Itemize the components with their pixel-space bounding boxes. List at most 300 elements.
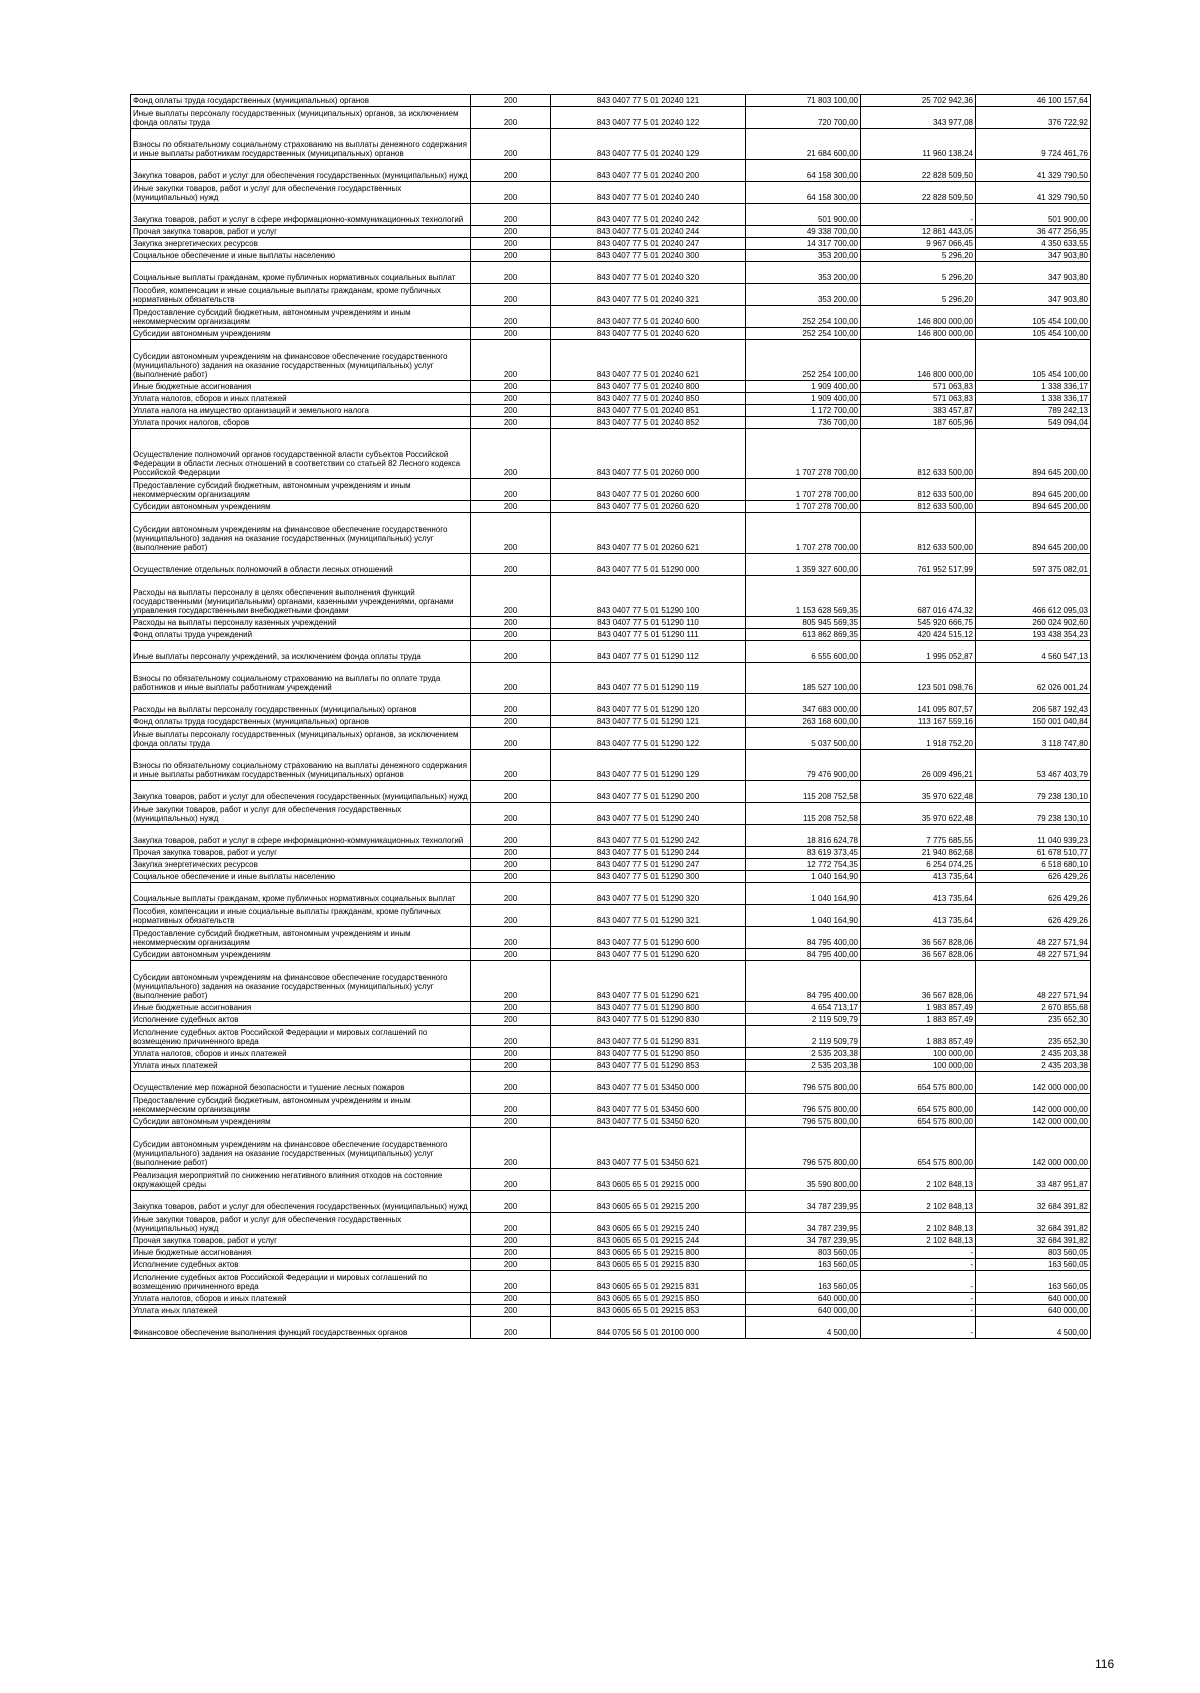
row-approved-amount: 49 338 700,00 xyxy=(746,226,861,238)
row-line-code: 200 xyxy=(471,750,551,781)
row-name: Уплата иных платежей xyxy=(131,1060,471,1072)
row-name: Реализация мероприятий по снижению негативного влияния отходов на состояние окружающей среды xyxy=(131,1169,471,1191)
row-remaining-amount: 32 684 391,82 xyxy=(976,1235,1091,1247)
row-remaining-amount: 347 903,80 xyxy=(976,284,1091,306)
row-remaining-amount: 376 722,92 xyxy=(976,107,1091,129)
row-executed-amount: 413 735,64 xyxy=(861,883,976,905)
row-executed-amount: 5 296,20 xyxy=(861,250,976,262)
row-executed-amount: 1 883 857,49 xyxy=(861,1026,976,1048)
row-budget-code: 843 0407 77 5 01 51290 321 xyxy=(551,905,746,927)
row-budget-code: 843 0605 65 5 01 29215 831 xyxy=(551,1271,746,1293)
table-row xyxy=(131,328,1091,340)
row-budget-code: 843 0407 77 5 01 51290 300 xyxy=(551,871,746,883)
row-approved-amount: 2 119 509,79 xyxy=(746,1014,861,1026)
row-executed-amount: - xyxy=(861,1259,976,1271)
row-line-code: 200 xyxy=(471,781,551,803)
table-row xyxy=(131,1169,1091,1191)
row-budget-code: 843 0605 65 5 01 29215 240 xyxy=(551,1213,746,1235)
row-name: Иные закупки товаров, работ и услуг для обеспечения государственных (муниципальных) нужд xyxy=(131,803,471,825)
row-budget-code: 843 0407 77 5 01 20240 852 xyxy=(551,417,746,429)
row-name: Закупка товаров, работ и услуг в сфере информационно-коммуникационных технологий xyxy=(131,825,471,847)
row-approved-amount: 796 575 800,00 xyxy=(746,1072,861,1094)
row-approved-amount: 1 707 278 700,00 xyxy=(746,501,861,513)
row-executed-amount: 413 735,64 xyxy=(861,871,976,883)
row-name: Социальное обеспечение и иные выплаты населению xyxy=(131,871,471,883)
table-row xyxy=(131,617,1091,629)
row-budget-code: 843 0407 77 5 01 53450 621 xyxy=(551,1128,746,1169)
row-name: Исполнение судебных актов xyxy=(131,1259,471,1271)
table-row xyxy=(131,160,1091,182)
row-name: Взносы по обязательному социальному страхованию на выплаты денежного содержания и иные выплаты работникам государственных (муниципальных) органов xyxy=(131,129,471,160)
row-executed-amount: 1 983 857,49 xyxy=(861,1002,976,1014)
row-name: Иные закупки товаров, работ и услуг для обеспечения государственных (муниципальных) нужд xyxy=(131,1213,471,1235)
table-row xyxy=(131,393,1091,405)
row-approved-amount: 1 707 278 700,00 xyxy=(746,429,861,479)
table-row xyxy=(131,340,1091,381)
table-row xyxy=(131,859,1091,871)
table-row xyxy=(131,803,1091,825)
row-name: Уплата иных платежей xyxy=(131,1305,471,1317)
row-remaining-amount: 3 118 747,80 xyxy=(976,728,1091,750)
row-remaining-amount: 206 587 192,43 xyxy=(976,694,1091,716)
table-row xyxy=(131,949,1091,961)
row-name: Иные бюджетные ассигнования xyxy=(131,1002,471,1014)
row-budget-code: 843 0407 77 5 01 51290 122 xyxy=(551,728,746,750)
row-remaining-amount: 1 338 336,17 xyxy=(976,393,1091,405)
row-approved-amount: 796 575 800,00 xyxy=(746,1116,861,1128)
row-approved-amount: 18 816 624,78 xyxy=(746,825,861,847)
row-budget-code: 843 0605 65 5 01 29215 850 xyxy=(551,1293,746,1305)
row-budget-code: 843 0407 77 5 01 51290 850 xyxy=(551,1048,746,1060)
table-row xyxy=(131,716,1091,728)
row-budget-code: 843 0407 77 5 01 20240 600 xyxy=(551,306,746,328)
row-budget-code: 843 0407 77 5 01 20240 240 xyxy=(551,182,746,204)
row-approved-amount: 347 683 000,00 xyxy=(746,694,861,716)
row-executed-amount: 21 940 862,68 xyxy=(861,847,976,859)
row-budget-code: 843 0407 77 5 01 20240 850 xyxy=(551,393,746,405)
row-name: Социальные выплаты гражданам, кроме публичных нормативных социальных выплат xyxy=(131,262,471,284)
table-row xyxy=(131,1317,1091,1339)
row-executed-amount: - xyxy=(861,204,976,226)
row-line-code: 200 xyxy=(471,1259,551,1271)
row-approved-amount: 353 200,00 xyxy=(746,284,861,306)
row-line-code: 200 xyxy=(471,927,551,949)
row-executed-amount: 35 970 622,48 xyxy=(861,781,976,803)
row-line-code: 200 xyxy=(471,871,551,883)
row-approved-amount: 64 158 300,00 xyxy=(746,160,861,182)
table-row xyxy=(131,1014,1091,1026)
row-executed-amount: 141 095 807,57 xyxy=(861,694,976,716)
row-remaining-amount: 48 227 571,94 xyxy=(976,961,1091,1002)
row-line-code: 200 xyxy=(471,1002,551,1014)
row-approved-amount: 71 803 100,00 xyxy=(746,95,861,107)
row-remaining-amount: 53 467 403,79 xyxy=(976,750,1091,781)
row-approved-amount: 1 909 400,00 xyxy=(746,381,861,393)
row-line-code: 200 xyxy=(471,803,551,825)
row-line-code: 200 xyxy=(471,340,551,381)
row-name: Субсидии автономным учреждениям xyxy=(131,1116,471,1128)
row-name: Иные выплаты персоналу государственных (муниципальных) органов, за исключением фонда оплаты труда xyxy=(131,107,471,129)
row-approved-amount: 640 000,00 xyxy=(746,1305,861,1317)
row-remaining-amount: 105 454 100,00 xyxy=(976,306,1091,328)
table-row xyxy=(131,284,1091,306)
row-approved-amount: 64 158 300,00 xyxy=(746,182,861,204)
row-budget-code: 843 0407 77 5 01 20240 320 xyxy=(551,262,746,284)
row-approved-amount: 1 359 327 600,00 xyxy=(746,554,861,576)
row-budget-code: 843 0407 77 5 01 20240 620 xyxy=(551,328,746,340)
row-budget-code: 843 0407 77 5 01 51290 242 xyxy=(551,825,746,847)
row-executed-amount: 113 167 559,16 xyxy=(861,716,976,728)
row-remaining-amount: 626 429,26 xyxy=(976,883,1091,905)
row-name: Социальное обеспечение и иные выплаты населению xyxy=(131,250,471,262)
row-remaining-amount: 597 375 082,01 xyxy=(976,554,1091,576)
row-approved-amount: 185 527 100,00 xyxy=(746,663,861,694)
row-budget-code: 843 0407 77 5 01 51290 000 xyxy=(551,554,746,576)
row-approved-amount: 1 707 278 700,00 xyxy=(746,513,861,554)
row-executed-amount: - xyxy=(861,1247,976,1259)
row-line-code: 200 xyxy=(471,250,551,262)
row-line-code: 200 xyxy=(471,1014,551,1026)
row-line-code: 200 xyxy=(471,1169,551,1191)
row-executed-amount: 812 633 500,00 xyxy=(861,501,976,513)
row-name: Предоставление субсидий бюджетным, автономным учреждениям и иным некоммерческим организациям xyxy=(131,479,471,501)
row-name: Расходы на выплаты персоналу казенных учреждений xyxy=(131,617,471,629)
table-row xyxy=(131,1116,1091,1128)
row-budget-code: 843 0407 77 5 01 20240 851 xyxy=(551,405,746,417)
row-remaining-amount: 105 454 100,00 xyxy=(976,340,1091,381)
row-budget-code: 843 0407 77 5 01 51290 853 xyxy=(551,1060,746,1072)
row-line-code: 200 xyxy=(471,716,551,728)
row-line-code: 200 xyxy=(471,1128,551,1169)
row-remaining-amount: 163 560,05 xyxy=(976,1259,1091,1271)
row-executed-amount: 5 296,20 xyxy=(861,284,976,306)
row-approved-amount: 84 795 400,00 xyxy=(746,961,861,1002)
row-line-code: 200 xyxy=(471,417,551,429)
row-name: Закупка энергетических ресурсов xyxy=(131,859,471,871)
row-approved-amount: 84 795 400,00 xyxy=(746,949,861,961)
row-executed-amount: - xyxy=(861,1317,976,1339)
row-name: Иные бюджетные ассигнования xyxy=(131,381,471,393)
row-budget-code: 843 0407 77 5 01 20260 600 xyxy=(551,479,746,501)
row-budget-code: 843 0407 77 5 01 53450 600 xyxy=(551,1094,746,1116)
row-executed-amount: 654 575 800,00 xyxy=(861,1116,976,1128)
row-line-code: 200 xyxy=(471,663,551,694)
row-line-code: 200 xyxy=(471,129,551,160)
row-executed-amount: 2 102 848,13 xyxy=(861,1213,976,1235)
table-row xyxy=(131,182,1091,204)
row-approved-amount: 353 200,00 xyxy=(746,262,861,284)
row-remaining-amount: 4 350 633,55 xyxy=(976,238,1091,250)
row-remaining-amount: 894 645 200,00 xyxy=(976,513,1091,554)
table-row xyxy=(131,927,1091,949)
row-line-code: 200 xyxy=(471,694,551,716)
table-row xyxy=(131,1060,1091,1072)
row-line-code: 200 xyxy=(471,479,551,501)
row-budget-code: 843 0407 77 5 01 53450 620 xyxy=(551,1116,746,1128)
table-row xyxy=(131,501,1091,513)
row-approved-amount: 84 795 400,00 xyxy=(746,927,861,949)
row-name: Прочая закупка товаров, работ и услуг xyxy=(131,226,471,238)
row-budget-code: 843 0605 65 5 01 29215 200 xyxy=(551,1191,746,1213)
row-executed-amount: 11 960 138,24 xyxy=(861,129,976,160)
row-budget-code: 843 0407 77 5 01 53450 000 xyxy=(551,1072,746,1094)
row-approved-amount: 79 476 900,00 xyxy=(746,750,861,781)
row-approved-amount: 263 168 600,00 xyxy=(746,716,861,728)
row-approved-amount: 6 555 600,00 xyxy=(746,641,861,663)
row-budget-code: 843 0407 77 5 01 20240 200 xyxy=(551,160,746,182)
table-row xyxy=(131,1213,1091,1235)
row-approved-amount: 353 200,00 xyxy=(746,250,861,262)
row-line-code: 200 xyxy=(471,629,551,641)
row-approved-amount: 2 119 509,79 xyxy=(746,1026,861,1048)
row-budget-code: 843 0407 77 5 01 20240 321 xyxy=(551,284,746,306)
row-name: Взносы по обязательному социальному страхованию на выплаты денежного содержания и иные выплаты работникам государственных (муниципальных) органов xyxy=(131,750,471,781)
table-row xyxy=(131,204,1091,226)
row-approved-amount: 163 560,05 xyxy=(746,1271,861,1293)
table-row xyxy=(131,1002,1091,1014)
table-row xyxy=(131,1305,1091,1317)
row-line-code: 200 xyxy=(471,847,551,859)
table-row xyxy=(131,129,1091,160)
table-row xyxy=(131,750,1091,781)
row-remaining-amount: 36 477 256,95 xyxy=(976,226,1091,238)
row-executed-amount: 6 254 074,25 xyxy=(861,859,976,871)
row-name: Субсидии автономным учреждениям xyxy=(131,949,471,961)
row-remaining-amount: 62 026 001,24 xyxy=(976,663,1091,694)
row-line-code: 200 xyxy=(471,961,551,1002)
row-executed-amount: 9 967 066,45 xyxy=(861,238,976,250)
row-remaining-amount: 1 338 336,17 xyxy=(976,381,1091,393)
table-row xyxy=(131,1072,1091,1094)
row-approved-amount: 736 700,00 xyxy=(746,417,861,429)
row-name: Осуществление мер пожарной безопасности и тушение лесных пожаров xyxy=(131,1072,471,1094)
row-approved-amount: 115 208 752,58 xyxy=(746,781,861,803)
row-line-code: 200 xyxy=(471,1048,551,1060)
row-executed-amount: 654 575 800,00 xyxy=(861,1128,976,1169)
row-approved-amount: 1 040 164,90 xyxy=(746,871,861,883)
row-line-code: 200 xyxy=(471,284,551,306)
row-remaining-amount: 501 900,00 xyxy=(976,204,1091,226)
row-budget-code: 843 0407 77 5 01 20240 621 xyxy=(551,340,746,381)
row-name: Уплата налогов, сборов и иных платежей xyxy=(131,1293,471,1305)
row-name: Взносы по обязательному социальному страхованию на выплаты по оплате труда работников и иные выплаты работникам учреждений xyxy=(131,663,471,694)
row-executed-amount: 812 633 500,00 xyxy=(861,513,976,554)
row-remaining-amount: 142 000 000,00 xyxy=(976,1072,1091,1094)
row-remaining-amount: 193 438 354,23 xyxy=(976,629,1091,641)
row-remaining-amount: 9 724 461,76 xyxy=(976,129,1091,160)
table-row xyxy=(131,961,1091,1002)
row-name: Субсидии автономным учреждениям на финансовое обеспечение государственного (муниципального) задания на оказание государственных (муниципальных) услуг (выполнение работ) xyxy=(131,961,471,1002)
table-row xyxy=(131,1026,1091,1048)
table-row xyxy=(131,1235,1091,1247)
row-executed-amount: 36 567 828,06 xyxy=(861,949,976,961)
row-name: Предоставление субсидий бюджетным, автономным учреждениям и иным некоммерческим организациям xyxy=(131,927,471,949)
row-line-code: 200 xyxy=(471,238,551,250)
row-budget-code: 843 0407 77 5 01 51290 830 xyxy=(551,1014,746,1026)
table-row xyxy=(131,728,1091,750)
table-row xyxy=(131,1293,1091,1305)
row-name: Исполнение судебных актов Российской Федерации и мировых соглашений по возмещению причиненного вреда xyxy=(131,1271,471,1293)
row-name: Исполнение судебных актов xyxy=(131,1014,471,1026)
row-executed-amount: 343 977,08 xyxy=(861,107,976,129)
row-approved-amount: 803 560,05 xyxy=(746,1247,861,1259)
row-name: Осуществление отдельных полномочий в области лесных отношений xyxy=(131,554,471,576)
row-executed-amount: 22 828 509,50 xyxy=(861,160,976,182)
row-name: Закупка энергетических ресурсов xyxy=(131,238,471,250)
row-line-code: 200 xyxy=(471,204,551,226)
row-remaining-amount: 163 560,05 xyxy=(976,1271,1091,1293)
row-budget-code: 843 0407 77 5 01 51290 200 xyxy=(551,781,746,803)
row-budget-code: 843 0407 77 5 01 51290 621 xyxy=(551,961,746,1002)
row-executed-amount: - xyxy=(861,1293,976,1305)
row-name: Уплата налога на имущество организаций и земельного налога xyxy=(131,405,471,417)
row-line-code: 200 xyxy=(471,328,551,340)
row-remaining-amount: 2 435 203,38 xyxy=(976,1048,1091,1060)
row-budget-code: 843 0407 77 5 01 20260 000 xyxy=(551,429,746,479)
row-line-code: 200 xyxy=(471,617,551,629)
row-remaining-amount: 150 001 040,84 xyxy=(976,716,1091,728)
row-name: Фонд оплаты труда учреждений xyxy=(131,629,471,641)
row-budget-code: 843 0407 77 5 01 51290 112 xyxy=(551,641,746,663)
row-remaining-amount: 549 094,04 xyxy=(976,417,1091,429)
table-row xyxy=(131,262,1091,284)
row-executed-amount: - xyxy=(861,1271,976,1293)
row-approved-amount: 5 037 500,00 xyxy=(746,728,861,750)
row-name: Исполнение судебных актов Российской Федерации и мировых соглашений по возмещению причиненного вреда xyxy=(131,1026,471,1048)
row-line-code: 200 xyxy=(471,513,551,554)
row-name: Субсидии автономным учреждениям xyxy=(131,328,471,340)
row-name: Уплата налогов, сборов и иных платежей xyxy=(131,393,471,405)
row-approved-amount: 796 575 800,00 xyxy=(746,1094,861,1116)
row-executed-amount: 1 995 052,87 xyxy=(861,641,976,663)
row-line-code: 200 xyxy=(471,576,551,617)
row-executed-amount: 1 883 857,49 xyxy=(861,1014,976,1026)
row-line-code: 200 xyxy=(471,883,551,905)
row-budget-code: 843 0407 77 5 01 51290 120 xyxy=(551,694,746,716)
row-executed-amount: 146 800 000,00 xyxy=(861,306,976,328)
row-budget-code: 843 0407 77 5 01 20240 300 xyxy=(551,250,746,262)
row-budget-code: 843 0407 77 5 01 51290 100 xyxy=(551,576,746,617)
row-approved-amount: 83 619 373,45 xyxy=(746,847,861,859)
row-line-code: 200 xyxy=(471,949,551,961)
row-line-code: 200 xyxy=(471,306,551,328)
row-approved-amount: 21 684 600,00 xyxy=(746,129,861,160)
table-row xyxy=(131,429,1091,479)
row-remaining-amount: 347 903,80 xyxy=(976,250,1091,262)
row-approved-amount: 34 787 239,95 xyxy=(746,1213,861,1235)
row-remaining-amount: 626 429,26 xyxy=(976,905,1091,927)
row-executed-amount: 35 970 622,48 xyxy=(861,803,976,825)
row-approved-amount: 1 909 400,00 xyxy=(746,393,861,405)
row-remaining-amount: 4 560 547,13 xyxy=(976,641,1091,663)
row-line-code: 200 xyxy=(471,728,551,750)
table-row xyxy=(131,641,1091,663)
row-name: Прочая закупка товаров, работ и услуг xyxy=(131,1235,471,1247)
row-executed-amount: 7 775 685,55 xyxy=(861,825,976,847)
table-row xyxy=(131,1094,1091,1116)
row-approved-amount: 12 772 754,35 xyxy=(746,859,861,871)
row-remaining-amount: 41 329 790,50 xyxy=(976,182,1091,204)
row-remaining-amount: 32 684 391,82 xyxy=(976,1213,1091,1235)
row-executed-amount: 420 424 515,12 xyxy=(861,629,976,641)
row-executed-amount: 123 501 098,76 xyxy=(861,663,976,694)
row-executed-amount: 25 702 942,36 xyxy=(861,95,976,107)
row-executed-amount: 5 296,20 xyxy=(861,262,976,284)
row-name: Фонд оплаты труда государственных (муниципальных) органов xyxy=(131,95,471,107)
table-row xyxy=(131,417,1091,429)
row-line-code: 200 xyxy=(471,905,551,927)
row-approved-amount: 1 153 628 569,35 xyxy=(746,576,861,617)
table-row xyxy=(131,107,1091,129)
row-approved-amount: 34 787 239,95 xyxy=(746,1191,861,1213)
table-row xyxy=(131,306,1091,328)
table-row xyxy=(131,1247,1091,1259)
row-name: Предоставление субсидий бюджетным, автономным учреждениям и иным некоммерческим организациям xyxy=(131,1094,471,1116)
row-budget-code: 843 0605 65 5 01 29215 830 xyxy=(551,1259,746,1271)
row-name: Закупка товаров, работ и услуг в сфере информационно-коммуникационных технологий xyxy=(131,204,471,226)
row-executed-amount: 413 735,64 xyxy=(861,905,976,927)
row-remaining-amount: 4 500,00 xyxy=(976,1317,1091,1339)
row-line-code: 200 xyxy=(471,859,551,871)
row-approved-amount: 501 900,00 xyxy=(746,204,861,226)
row-line-code: 200 xyxy=(471,107,551,129)
row-line-code: 200 xyxy=(471,1213,551,1235)
row-budget-code: 843 0407 77 5 01 51290 320 xyxy=(551,883,746,905)
row-approved-amount: 252 254 100,00 xyxy=(746,328,861,340)
row-approved-amount: 34 787 239,95 xyxy=(746,1235,861,1247)
row-budget-code: 843 0605 65 5 01 29215 853 xyxy=(551,1305,746,1317)
row-name: Пособия, компенсации и иные социальные выплаты гражданам, кроме публичных нормативных обязательств xyxy=(131,284,471,306)
row-remaining-amount: 894 645 200,00 xyxy=(976,501,1091,513)
row-line-code: 200 xyxy=(471,262,551,284)
row-executed-amount: 36 567 828,06 xyxy=(861,927,976,949)
row-budget-code: 843 0407 77 5 01 20240 129 xyxy=(551,129,746,160)
row-budget-code: 843 0407 77 5 01 51290 119 xyxy=(551,663,746,694)
row-approved-amount: 1 172 700,00 xyxy=(746,405,861,417)
table-row xyxy=(131,1271,1091,1293)
row-approved-amount: 2 535 203,38 xyxy=(746,1060,861,1072)
row-budget-code: 843 0407 77 5 01 51290 129 xyxy=(551,750,746,781)
row-approved-amount: 35 590 800,00 xyxy=(746,1169,861,1191)
row-executed-amount: 654 575 800,00 xyxy=(861,1072,976,1094)
row-executed-amount: 2 102 848,13 xyxy=(861,1235,976,1247)
row-name: Фонд оплаты труда государственных (муниципальных) органов xyxy=(131,716,471,728)
row-budget-code: 844 0705 56 5 01 20100 000 xyxy=(551,1317,746,1339)
row-line-code: 200 xyxy=(471,825,551,847)
row-executed-amount: 26 009 496,21 xyxy=(861,750,976,781)
row-name: Субсидии автономным учреждениям xyxy=(131,501,471,513)
row-remaining-amount: 48 227 571,94 xyxy=(976,949,1091,961)
row-remaining-amount: 142 000 000,00 xyxy=(976,1116,1091,1128)
row-executed-amount: 146 800 000,00 xyxy=(861,328,976,340)
row-name: Предоставление субсидий бюджетным, автономным учреждениям и иным некоммерческим организациям xyxy=(131,306,471,328)
row-remaining-amount: 803 560,05 xyxy=(976,1247,1091,1259)
table-row xyxy=(131,479,1091,501)
row-remaining-amount: 41 329 790,50 xyxy=(976,160,1091,182)
row-approved-amount: 14 317 700,00 xyxy=(746,238,861,250)
row-budget-code: 843 0407 77 5 01 20240 244 xyxy=(551,226,746,238)
row-approved-amount: 163 560,05 xyxy=(746,1259,861,1271)
table-row xyxy=(131,226,1091,238)
row-line-code: 200 xyxy=(471,393,551,405)
table-row xyxy=(131,576,1091,617)
budget-execution-table-sheet xyxy=(130,94,1090,1339)
row-budget-code: 843 0407 77 5 01 20260 621 xyxy=(551,513,746,554)
table-row xyxy=(131,381,1091,393)
row-remaining-amount: 48 227 571,94 xyxy=(976,927,1091,949)
row-remaining-amount: 789 242,13 xyxy=(976,405,1091,417)
row-remaining-amount: 142 000 000,00 xyxy=(976,1094,1091,1116)
